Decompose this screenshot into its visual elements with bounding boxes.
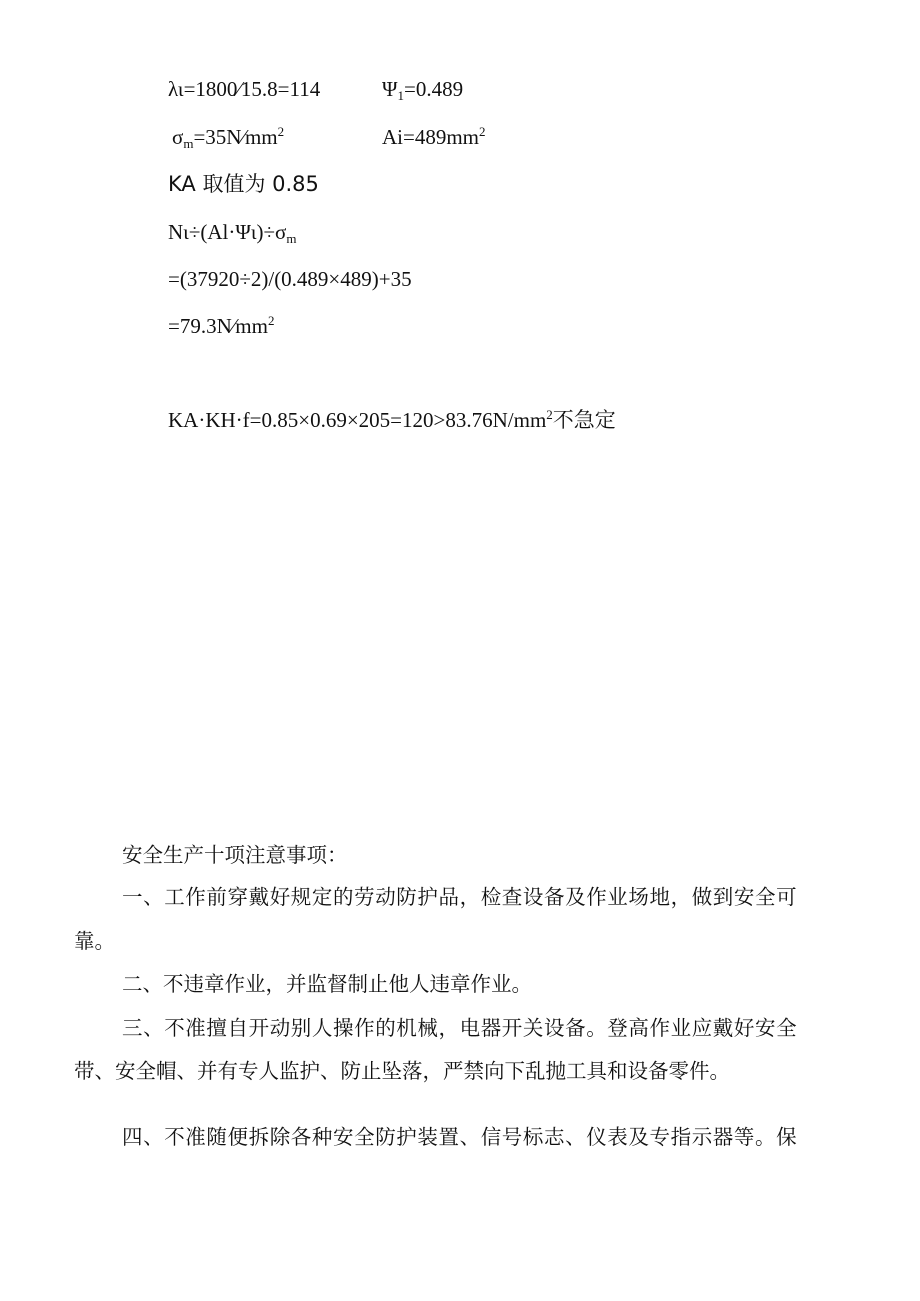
safety-item-2-text: 二、不违章作业，并监督制止他人违章作业。 (122, 972, 532, 996)
formula-psi-coefficient (382, 76, 463, 102)
safety-item-1-text-a: 一、工作前穿戴好规定的劳动防护品，检查设备及作业场地，做到安全可 (122, 885, 798, 909)
safety-item-2 (122, 971, 532, 997)
result-superscript: 2 (267, 313, 275, 328)
n-expression-subscript: m (286, 231, 297, 246)
safety-item-3-text-a: 三、不准擅自开动别人操作的机械，电器开关设备。登高作业应戴好安全 (122, 1016, 798, 1040)
sigma-unit-superscript: 2 (277, 124, 285, 139)
ka-text: KA 取值为 0.85 (168, 172, 319, 196)
safety-item-3-line-1 (122, 1015, 797, 1041)
lambda-expression: λι=1800⁄15.8=114 (168, 77, 321, 101)
sigma-subscript: m (183, 136, 194, 151)
safety-item-1-line-2 (74, 928, 115, 954)
formula-ka-value (168, 171, 319, 197)
psi-subscript: 1 (397, 88, 404, 103)
result-text: =79.3N⁄mm (168, 314, 268, 338)
check-conclusion: 不急定 (552, 408, 616, 432)
formula-stability-check (168, 407, 616, 433)
formula-sigma-m (172, 124, 284, 150)
check-text: KA·KH·f=0.85×0.69×205=120>83.76N/mm (168, 408, 547, 432)
area-value: Ai=489mm (382, 125, 480, 149)
area-unit-superscript: 2 (479, 124, 486, 139)
safety-item-3-line-2 (74, 1058, 730, 1084)
psi-symbol: Ψ (382, 77, 398, 101)
n-expression-text: Nι÷(Al·Ψι)÷σ (168, 220, 287, 244)
calculation-text: =(37920÷2)/(0.489×489)+35 (168, 267, 412, 291)
formula-area (382, 124, 486, 150)
safety-item-1-text-b: 靠。 (74, 929, 115, 953)
psi-value: =0.489 (404, 77, 464, 101)
sigma-value: =35N⁄mm (193, 125, 278, 149)
safety-title-text: 安全生产十项注意事项： (122, 843, 348, 867)
safety-item-3-text-b: 带、安全帽、并有专人监护、防止坠落，严禁向下乱抛工具和设备零件。 (74, 1059, 730, 1083)
check-superscript: 2 (546, 407, 553, 422)
formula-result (168, 313, 274, 339)
safety-title (122, 842, 348, 868)
sigma-symbol: σ (172, 125, 184, 149)
formula-lambda-slenderness (168, 76, 320, 102)
safety-item-4-text-a: 四、不准随便拆除各种安全防护装置、信号标志、仪表及专指示器等。保 (122, 1125, 798, 1149)
safety-item-1-line-1 (122, 884, 797, 910)
safety-item-4-line-1 (122, 1124, 797, 1150)
formula-n-expression (168, 219, 296, 245)
formula-calculation (168, 266, 412, 292)
